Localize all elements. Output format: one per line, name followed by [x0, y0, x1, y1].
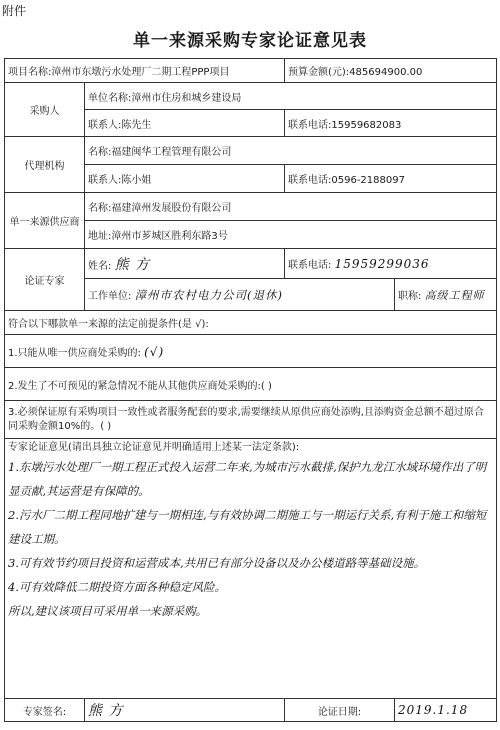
purchaser-contact-label: 联系人: — [88, 119, 122, 131]
date-label: 论证日期: — [285, 699, 395, 722]
condition-2-text: 2.发生了不可预见的紧急情况不能从其他供应商处采购的:( ) — [5, 368, 497, 401]
purchaser-unit-label: 单位名称: — [88, 92, 132, 104]
budget-value: 485694900.00 — [349, 67, 423, 78]
agency-name-cell — [85, 137, 497, 165]
project-name-label: 项目名称: — [8, 67, 52, 78]
condition-3-text: 3.必须保证原有采购项目一致性或者服务配套的要求,需要继续从原供应商处添购,且添购资金总额不超过原合同采购金额10%的。( ) — [5, 401, 497, 439]
purchaser-contact-cell — [85, 110, 285, 137]
attachment-label: 附件 — [2, 4, 27, 18]
agency-phone-label: 联系电话: — [288, 175, 332, 186]
opinion-heading: 专家论证意见(请出具独立论证意见并明确适用上述某一法定条款): — [8, 442, 300, 453]
signature-row — [5, 699, 497, 722]
project-row — [5, 59, 497, 83]
agency-section-label: 代理机构 — [5, 137, 85, 193]
agency-contact-label: 联系人: — [88, 175, 122, 186]
agency-contact-cell — [85, 165, 285, 193]
expert-section-label: 论证专家 — [5, 249, 85, 311]
opinion-line-3: 3.可有效节约项目投资和运营成本,共用已有部分设备以及办公楼道路等基础设施。 — [8, 556, 426, 570]
supplier-address-cell — [85, 221, 497, 249]
agency-phone-value: 0596-2188097 — [331, 175, 405, 186]
purchaser-phone-cell — [285, 110, 497, 137]
agency-phone-cell — [285, 165, 497, 193]
page-title: 单一来源采购专家论证意见表 — [133, 31, 367, 51]
conditions-heading: 符合以下哪款单一来源的法定前提条件(是 √): — [5, 311, 497, 335]
expert-name-label: 姓名: — [88, 260, 112, 272]
conditions-heading-row — [5, 311, 497, 335]
expert-title-handwritten: 高级工程师 — [424, 288, 485, 302]
condition-1-text: 1.只能从唯一供应商处采购的: — [8, 347, 141, 359]
budget-label: 预算金额(元): — [288, 67, 350, 78]
purchaser-unit-cell — [85, 83, 497, 110]
project-name-value: 漳州市东墩污水处理厂二期工程PPP项目 — [51, 67, 230, 78]
expert-name-row — [5, 249, 497, 279]
expert-name-handwritten: 熊 方 — [114, 256, 151, 273]
expert-work-cell — [85, 279, 395, 311]
opinion-line-4: 4.可有效降低二期投资方面各种稳定风险。 — [8, 580, 226, 594]
condition-3-row — [5, 401, 497, 439]
agency-name-row — [5, 137, 497, 165]
agency-name-value: 福建闽华工程管理有限公司 — [111, 147, 232, 158]
supplier-name-label: 名称: — [88, 203, 112, 214]
opinion-cell — [5, 439, 497, 699]
agency-contact-value: 陈小姐 — [121, 175, 152, 186]
sign-label: 专家签名: — [5, 699, 85, 722]
expert-work-handwritten: 漳州市农村电力公司(退休) — [134, 287, 284, 302]
condition-2-row — [5, 368, 497, 401]
expert-title-cell — [395, 279, 497, 311]
purchaser-unit-row — [5, 83, 497, 110]
purchaser-phone-value: 15959682083 — [331, 119, 402, 131]
supplier-address-label: 地址: — [88, 231, 112, 242]
purchaser-phone-label: 联系电话: — [288, 119, 332, 131]
condition-1-row — [5, 335, 497, 368]
date-cell — [395, 699, 497, 722]
supplier-section-label: 单一来源供应商 — [5, 193, 85, 249]
agency-name-label: 名称: — [88, 147, 112, 158]
opinion-line-5: 所以,建议该项目可采用单一来源采购。 — [8, 604, 208, 618]
supplier-address-value: 漳州市芗城区胜利东路3号 — [111, 231, 228, 242]
expert-title-label: 职称: — [398, 290, 422, 302]
purchaser-contact-value: 陈先生 — [121, 119, 152, 131]
condition-1-checkmark: (√) — [144, 344, 165, 359]
opinion-line-1: 1.东墩污水处理厂一期工程正式投入运营二年来,为城市污水截排,保护九龙江水域环境作出了明显贡献,其运营是有保障的。 — [8, 460, 487, 498]
expert-phone-label: 联系电话: — [288, 260, 332, 271]
supplier-name-cell — [85, 193, 497, 221]
sign-cell — [85, 699, 285, 722]
supplier-name-value: 福建漳州发展股份有限公司 — [111, 203, 232, 214]
supplier-name-row — [5, 193, 497, 221]
budget-cell — [285, 59, 497, 83]
project-name-cell — [5, 59, 285, 83]
condition-1-cell — [5, 335, 497, 368]
purchaser-section-label: 采购人 — [5, 83, 85, 137]
opinion-line-2: 2.污水厂二期工程同地扩建与一期相连,与有效协调二期施工与一期运行关系,有利于施工和缩短建设工期。 — [8, 508, 487, 546]
expert-opinion-table — [4, 58, 497, 722]
expert-name-cell — [85, 249, 285, 279]
opinion-date: 2019.1.18 — [398, 703, 469, 717]
purchaser-unit-value: 漳州市住房和城乡建设局 — [131, 92, 242, 104]
expert-signature: 熊 方 — [88, 703, 124, 719]
expert-phone-cell — [285, 249, 497, 279]
expert-work-label: 工作单位: — [88, 290, 132, 302]
expert-phone-handwritten: 15959299036 — [334, 257, 430, 271]
opinion-row — [5, 439, 497, 699]
